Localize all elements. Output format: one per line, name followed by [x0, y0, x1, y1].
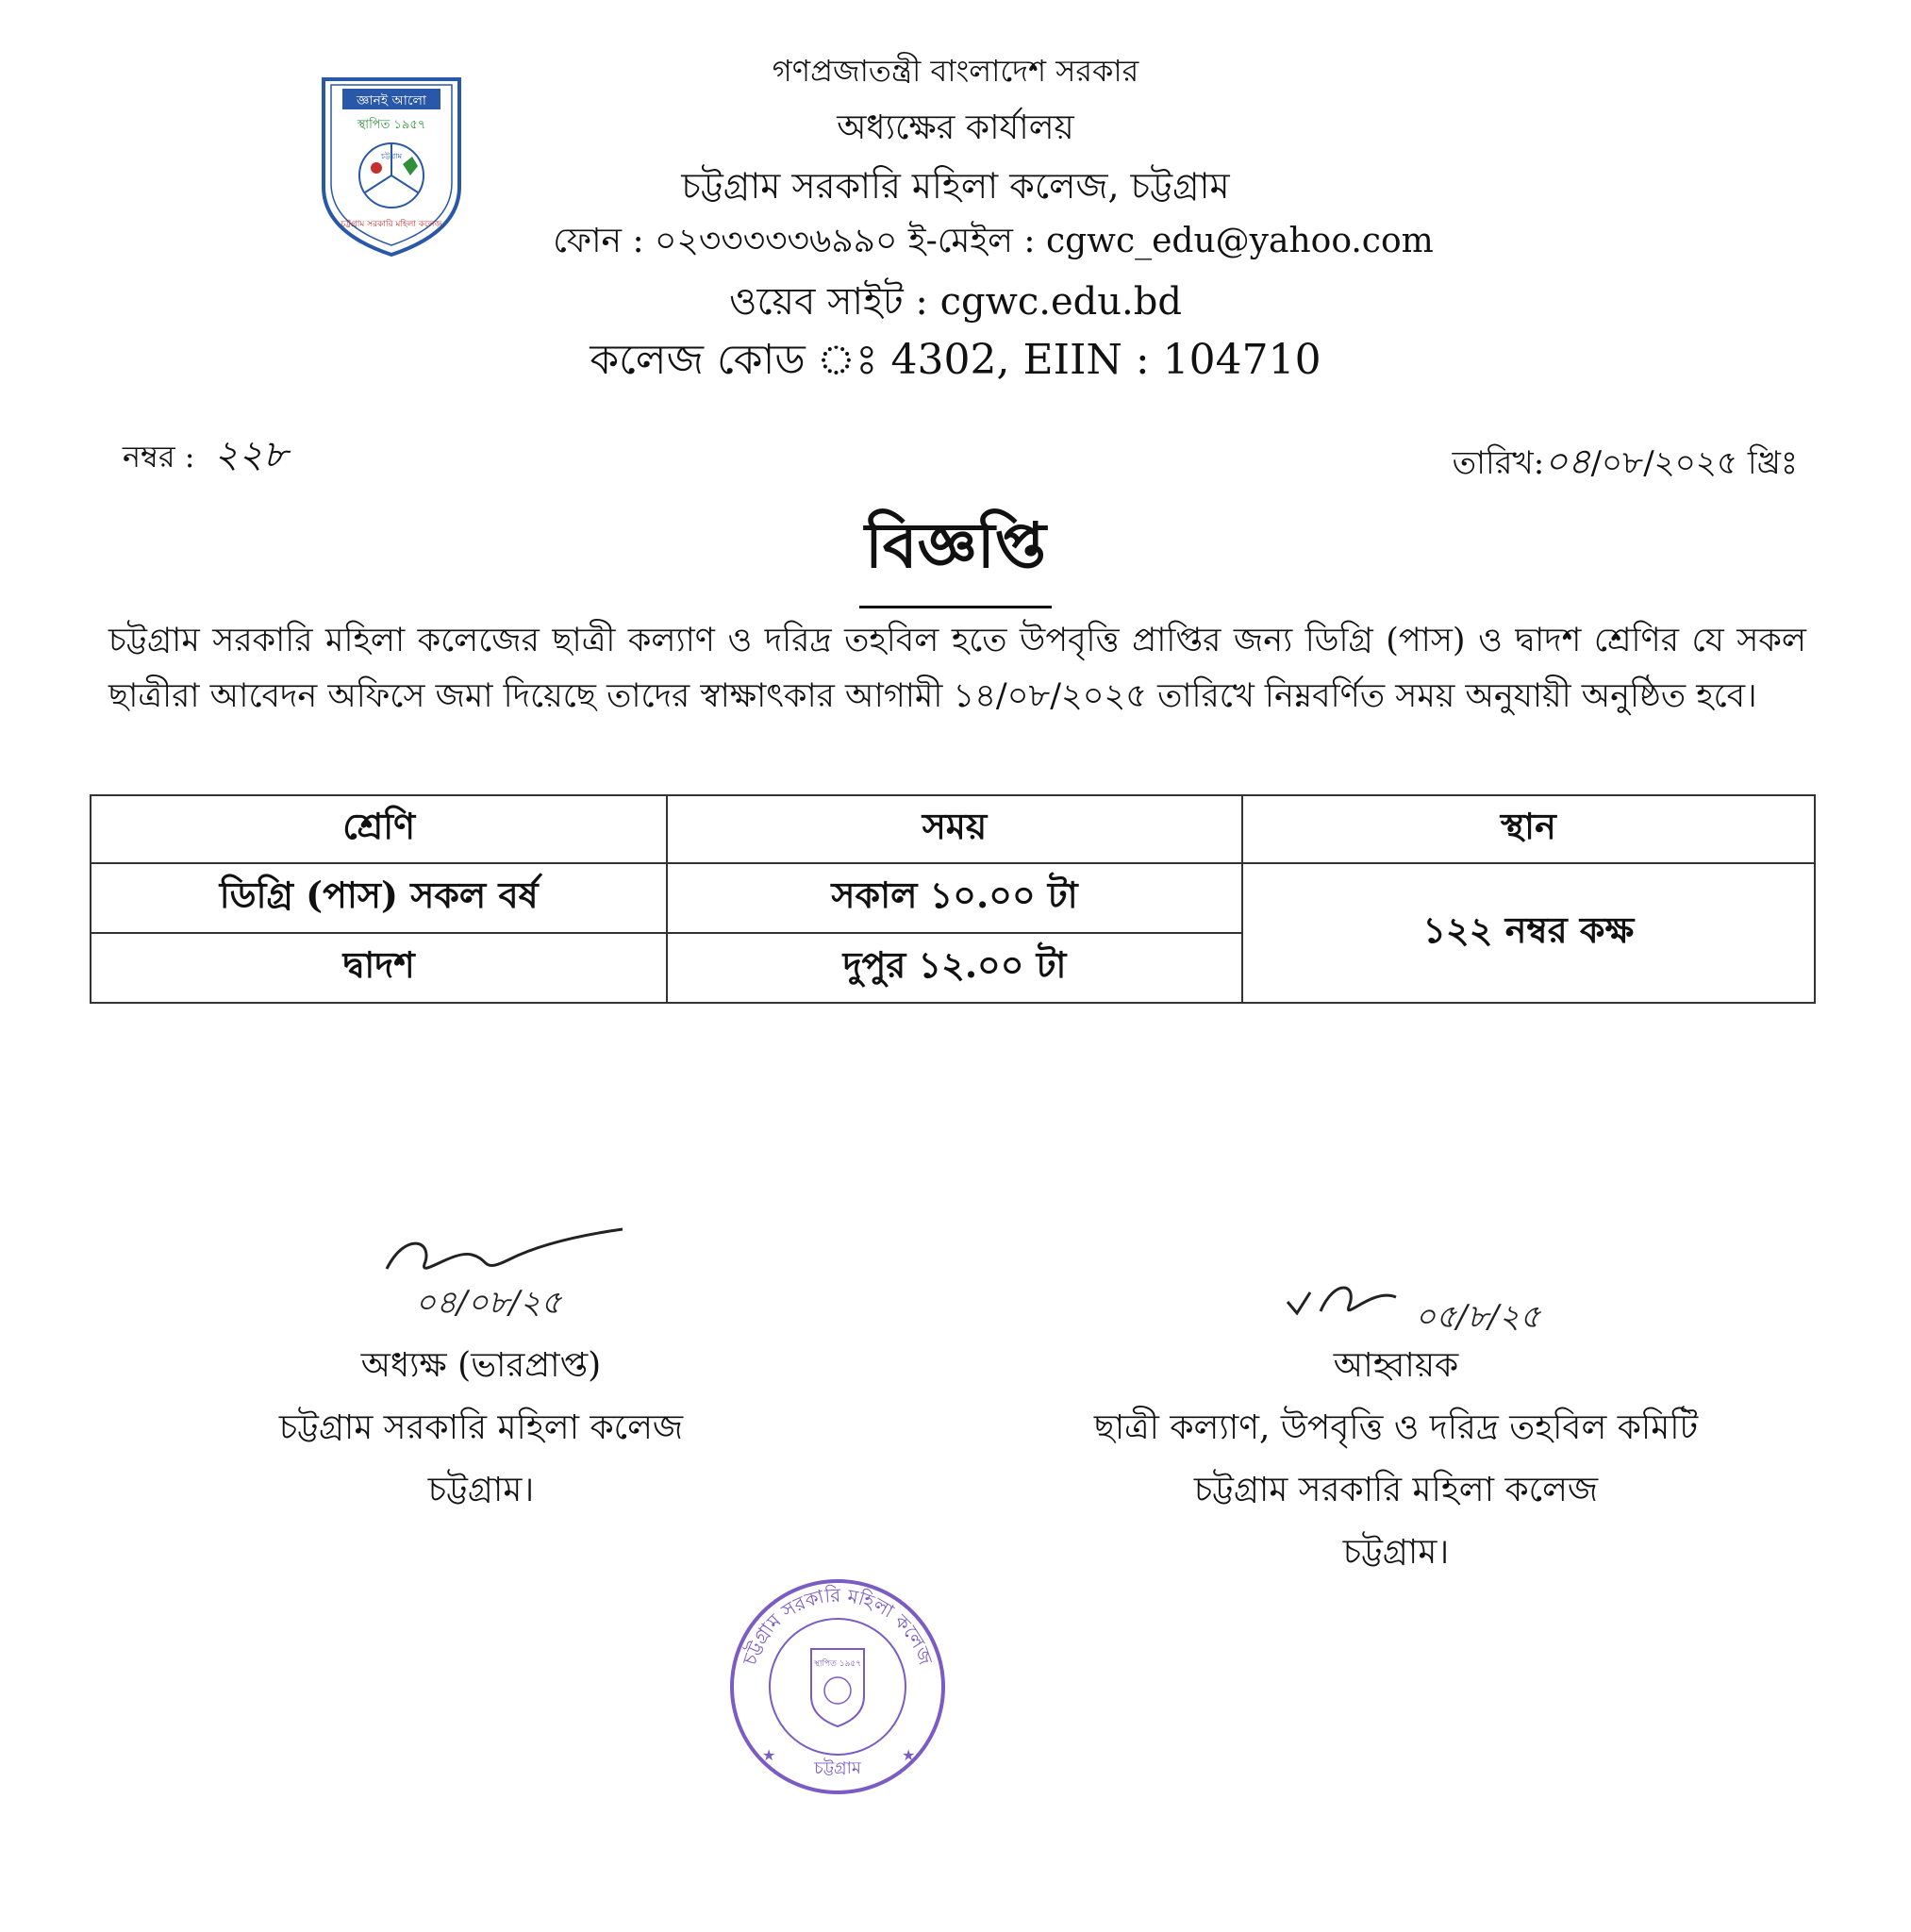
table-row — [91, 863, 1815, 933]
notice-date — [1453, 434, 1798, 494]
header-college-name: চট্টগ্রাম সরকারি মহিলা কলেজ, চট্টগ্রাম — [681, 165, 1230, 207]
table-cell-time: দুপুর ১২.০০ টা — [667, 933, 1241, 1003]
table-cell-place: ১২২ নম্বর কক্ষ — [1242, 863, 1815, 1003]
table-header-class: শ্রেণি — [91, 795, 667, 863]
memo-value: ২২৮ — [213, 433, 288, 476]
table-cell-class: ডিগ্রি (পাস) সকল বর্ষ — [91, 863, 667, 933]
table-header-row — [91, 795, 1815, 863]
date-label: তারিখ: — [1452, 444, 1545, 482]
logo-motto: জ্ঞানই আলো — [357, 93, 426, 108]
seal-established: স্থাপিত ১৯৫৭ — [813, 1659, 862, 1669]
memo-number — [123, 425, 288, 488]
table-cell-class: দ্বাদশ — [91, 933, 667, 1003]
table-header-place: স্থান — [1242, 795, 1815, 863]
signature-right-date: ০৫/৮/২৫ — [1415, 1298, 1541, 1336]
logo-center-text: চট্টগ্রাম — [380, 152, 403, 160]
schedule-table — [90, 794, 1816, 1004]
date-handwritten-day: ০৪ — [1544, 441, 1591, 482]
signature-left-date: ০৪/০৮/২৫ — [415, 1284, 562, 1322]
header-website: ওয়েব সাইট : cgwc.edu.bd — [729, 280, 1182, 324]
signature-left-title: অধ্যক্ষ (ভারপ্রাপ্ত) — [360, 1346, 602, 1385]
header-government: গণপ্রজাতন্ত্রী বাংলাদেশ সরকার — [772, 53, 1139, 89]
date-rest: /০৮/২০২৫ খ্রিঃ — [1590, 444, 1798, 482]
logo-established: স্থাপিত ১৯৫৭ — [357, 118, 426, 132]
seal-star-left-icon: ★ — [762, 1746, 776, 1764]
notice-body: চট্টগ্রাম সরকারি মহিলা কলেজের ছাত্রী কল্যাণ ও দরিদ্র তহবিল হতে উপবৃত্তি প্রাপ্তির জন্য ডিগ্রি (পাস) ও দ্বাদশ শ্রেণির যে সকল ছাত্রীরা আবেদন অফিসে জমা দিয়েছে তাদের স্বাক্ষাৎকার আগামী ১৪/০৮/২০২৫ তারিখে নিম্নবর্ণিত সময় অনুযায়ী অনুষ্ঠিত হবে। — [108, 622, 1806, 715]
signature-block-left — [217, 1335, 745, 1522]
signature-right-org: চট্টগ্রাম সরকারি মহিলা কলেজ — [1193, 1471, 1599, 1509]
signature-right-title: আহ্বায়ক — [1333, 1346, 1459, 1385]
header-contact: ফোন : ০২৩৩৩৩৩৬৯৯০ ই-মেইল : cgwc_edu@yahoo.com — [553, 222, 1434, 260]
notice-title: বিজ্ঞপ্তি — [0, 498, 1911, 608]
table-cell-time: সকাল ১০.০০ টা — [667, 863, 1241, 933]
signature-left-city: চট্টগ্রাম। — [427, 1471, 535, 1509]
seal-star-right-icon: ★ — [902, 1746, 916, 1764]
logo-ring-text: চট্টগ্রাম সরকারি মহিলা কলেজ — [341, 220, 442, 229]
signature-left-org: চট্টগ্রাম সরকারি মহিলা কলেজ — [278, 1408, 684, 1447]
signature-right-committee: ছাত্রী কল্যাণ, উপবৃত্তি ও দরিদ্র তহবিল কমিটি — [1093, 1408, 1699, 1447]
signature-right-city: চট্টগ্রাম। — [1342, 1533, 1450, 1572]
memo-label: নম্বর : — [123, 439, 195, 475]
header-codes: কলেজ কোড ঃ 4302, EIIN : 104710 — [590, 336, 1321, 384]
signature-block-right — [990, 1335, 1802, 1584]
seal-ring-text: চট্টগ্রাম সরকারি মহিলা কলেজ — [738, 1583, 938, 1668]
header-office: অধ্যক্ষের কার্যালয় — [837, 108, 1074, 147]
seal-bottom-text: চট্টগ্রাম — [814, 1758, 861, 1778]
table-header-time: সময় — [667, 795, 1241, 863]
official-seal — [724, 1574, 951, 1800]
